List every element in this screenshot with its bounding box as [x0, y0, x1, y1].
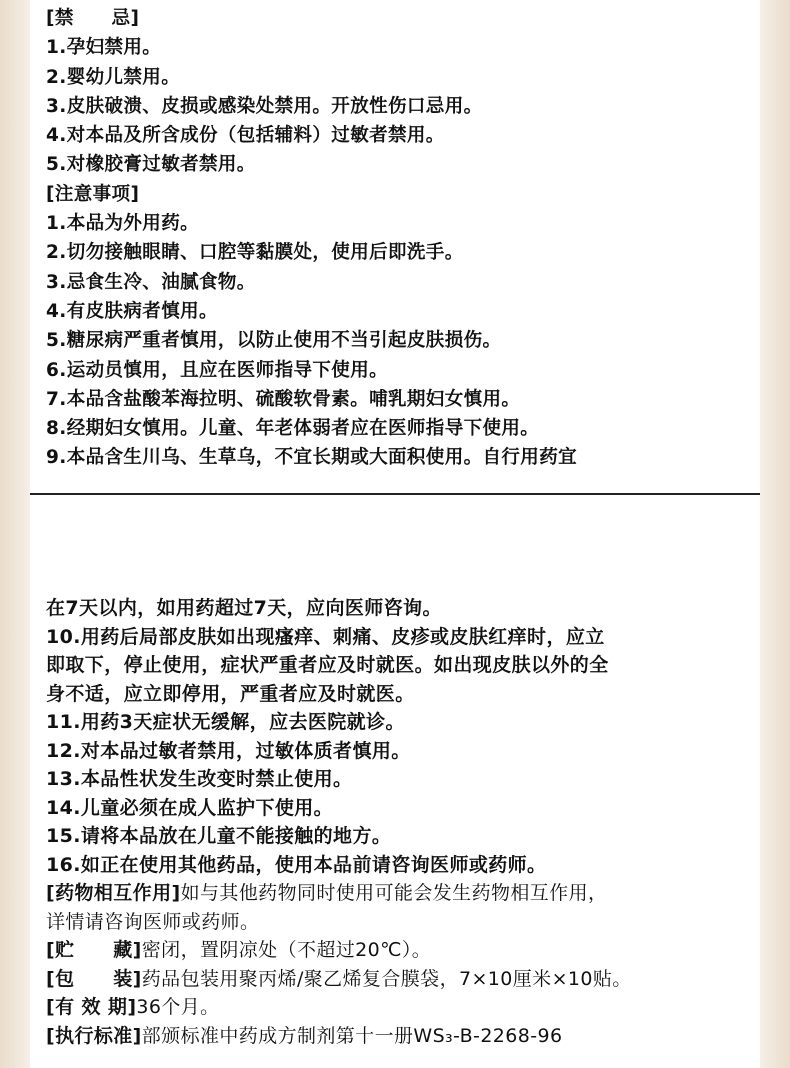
storage-text: 密闭，置阴凉处（不超过20℃）。: [141, 939, 432, 961]
precautions-heading: [注意事项]: [46, 183, 140, 205]
contraindication-item: 5.对橡胶膏过敏者禁用。: [46, 154, 256, 176]
contraindication-item: 1.孕妇禁用。: [46, 37, 162, 59]
interactions-text: 如与其他药物同时使用可能会发生药物相互作用，: [180, 882, 608, 904]
validity-label: [有 效 期]: [46, 996, 137, 1018]
interactions-label: [药物相互作用]: [46, 882, 181, 904]
continued-line: 身不适，应立即停用，严重者应及时就医。: [46, 682, 415, 705]
continued-line: 11.用药3天症状无缓解，应去医院就诊。: [46, 711, 405, 733]
package-row: [46, 965, 760, 994]
standard-row: [46, 1022, 760, 1051]
interactions-row: [46, 879, 760, 908]
package-label: [包 装]: [46, 967, 142, 990]
section-divider: [30, 493, 760, 495]
left-border: [0, 0, 31, 1068]
continued-line: 10.用药后局部皮肤如出现瘙痒、刺痛、皮疹或皮肤红痒时，应立: [46, 625, 605, 648]
standard-text: 部颁标准中药成方制剂第十一册WS₃-B-2268-96: [141, 1024, 563, 1047]
continued-line: 14.儿童必须在成人监护下使用。: [46, 796, 334, 819]
precaution-item: 6.运动员慎用，且应在医师指导下使用。: [46, 359, 389, 381]
leaflet-sheet: [30, 0, 760, 1068]
contraindications-heading: [禁 忌]: [46, 8, 140, 29]
validity-text: 36个月。: [136, 996, 220, 1018]
interactions-text-2: 详情请咨询医师或药师。: [46, 910, 260, 933]
precaution-item: 4.有皮肤病者慎用。: [46, 300, 218, 322]
right-border: [759, 0, 790, 1068]
continued-line: 13.本品性状发生改变时禁止使用。: [46, 768, 353, 790]
package-text: 药品包装用聚丙烯/聚乙烯复合膜袋，7×10厘米×10贴。: [141, 967, 632, 990]
storage-row: [46, 936, 760, 965]
standard-label: [执行标准]: [46, 1024, 142, 1047]
contraindication-item: 4.对本品及所含成份（包括辅料）过敏者禁用。: [46, 125, 445, 147]
precaution-item: 8.经期妇女慎用。儿童、年老体弱者应在医师指导下使用。: [46, 418, 540, 440]
contraindication-item: 2.婴幼儿禁用。: [46, 66, 181, 88]
lower-panel: [46, 594, 760, 1050]
precaution-item: 3.忌食生冷、油腻食物。: [46, 271, 256, 293]
continued-line: 即取下，停止使用，症状严重者应及时就医。如出现皮肤以外的全: [46, 654, 609, 676]
continued-line: 12.对本品过敏者禁用，过敏体质者慎用。: [46, 739, 411, 762]
validity-row: [46, 993, 760, 1022]
precaution-item: 2.切勿接触眼睛、口腔等黏膜处，使用后即洗手。: [46, 242, 464, 264]
continued-line: 15.请将本品放在儿童不能接触的地方。: [46, 825, 392, 847]
precaution-item: 7.本品含盐酸苯海拉明、硫酸软骨素。哺乳期妇女慎用。: [46, 388, 521, 410]
storage-label: [贮 藏]: [46, 939, 142, 961]
precaution-item: 9.本品含生川乌、生草乌，不宜长期或大面积使用。自行用药宜: [46, 447, 578, 469]
precaution-item: 5.糖尿病严重者慎用，以防止使用不当引起皮肤损伤。: [46, 330, 502, 352]
continued-line: 在7天以内，如用药超过7天，应向医师咨询。: [46, 597, 442, 619]
contraindication-item: 3.皮肤破溃、皮损或感染处禁用。开放性伤口忌用。: [46, 95, 483, 117]
precaution-item: 1.本品为外用药。: [46, 213, 200, 235]
continued-line: 16.如正在使用其他药品，使用本品前请咨询医师或药师。: [46, 853, 547, 876]
upper-panel: [46, 0, 760, 492]
